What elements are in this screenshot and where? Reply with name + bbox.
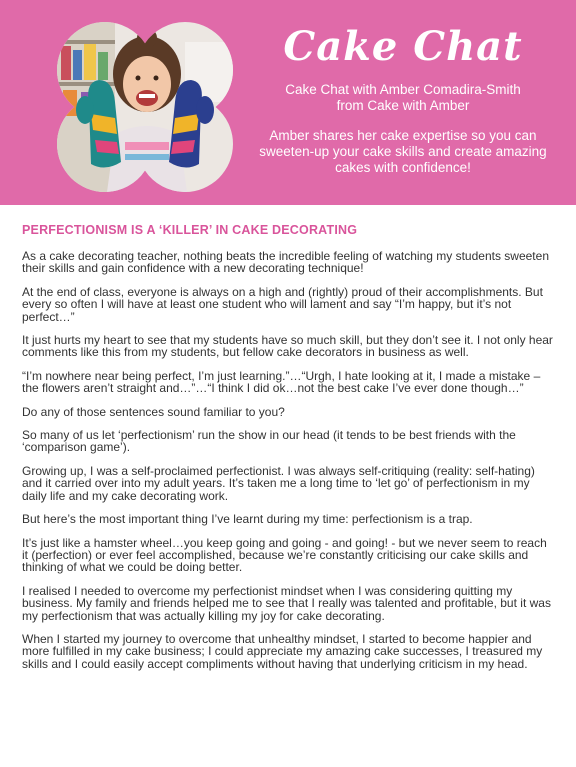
header-banner	[0, 0, 576, 205]
subtitle-line-2: from Cake with Amber	[336, 98, 470, 113]
paragraph: Growing up, I was a self-proclaimed perfectionist. I was always self-critiquing (reality: self-hating) and it carried over into my adult years. It’s taken me a long time to ‘let go’ of perfectionism in my daily life and my cake decorating work.	[22, 463, 535, 503]
paragraph: But here’s the most important thing I’ve learnt during my time: perfectionism is a trap.	[22, 512, 473, 527]
article-heading: PERFECTIONISM IS A ‘KILLER’ IN CAKE DECORATING	[22, 223, 358, 237]
subtitle-line-1: Cake Chat with Amber Comadira-Smith	[285, 82, 521, 97]
paragraph: When I started my journey to overcome that unhealthy mindset, I started to become happier and more fulfilled in my cake business; I could appreciate my amazing cake successes, I treasured my skills and I could easily accept compliments without having that underlying criticism in my head.	[22, 631, 543, 671]
paragraph: I realised I needed to overcome my perfectionist mindset when I was considering quitting my business. My family and friends helped me to see that I really was talented and profitable, but it was my perfectionism that was actually killing my joy for cake decorating.	[22, 583, 551, 623]
paragraph: At the end of class, everyone is always on a high and (rightly) proud of their accomplishments. But every so often I will have at least one student who will lament and say “I’m happy, but it’s not perfect…”	[22, 284, 543, 324]
header-description: Amber shares her cake expertise so you can sweeten-up your cake skills and create amazing cakes with confidence!	[259, 128, 547, 175]
host-photo	[55, 22, 235, 192]
paragraph: “I’m nowhere near being perfect, I’m just learning.”…“Urgh, I hate looking at it, I made a mistake – the flowers aren’t straight and…”…“I think I did ok…not the best cake I’ve ever done though…”	[22, 368, 541, 396]
paragraph: It just hurts my heart to see that my students have so much skill, but they don’t see it. I not only hear comments like this from my students, but fellow cake decorators in business as well.	[22, 333, 553, 360]
paragraph: So many of us let ‘perfectionism’ run the show in our head (it tends to be best friends with the ‘comparison game’).	[22, 428, 516, 455]
brand-title: Cake Chat	[283, 23, 523, 70]
article-body	[0, 205, 576, 670]
paragraph: It’s just like a hamster wheel…you keep going and going - and going! - but we never seem to reach it (perfection) or ever feel accomplished, because we’re constantly criticising our cake skills and thinking of what we could be doing better.	[22, 535, 547, 575]
paragraph: As a cake decorating teacher, nothing beats the incredible feeling of watching my students sweeten their skills and gain confidence with a new decorating technique!	[22, 249, 549, 276]
paragraph: Do any of those sentences sound familiar to you?	[22, 404, 285, 419]
header-text-block	[258, 24, 548, 176]
